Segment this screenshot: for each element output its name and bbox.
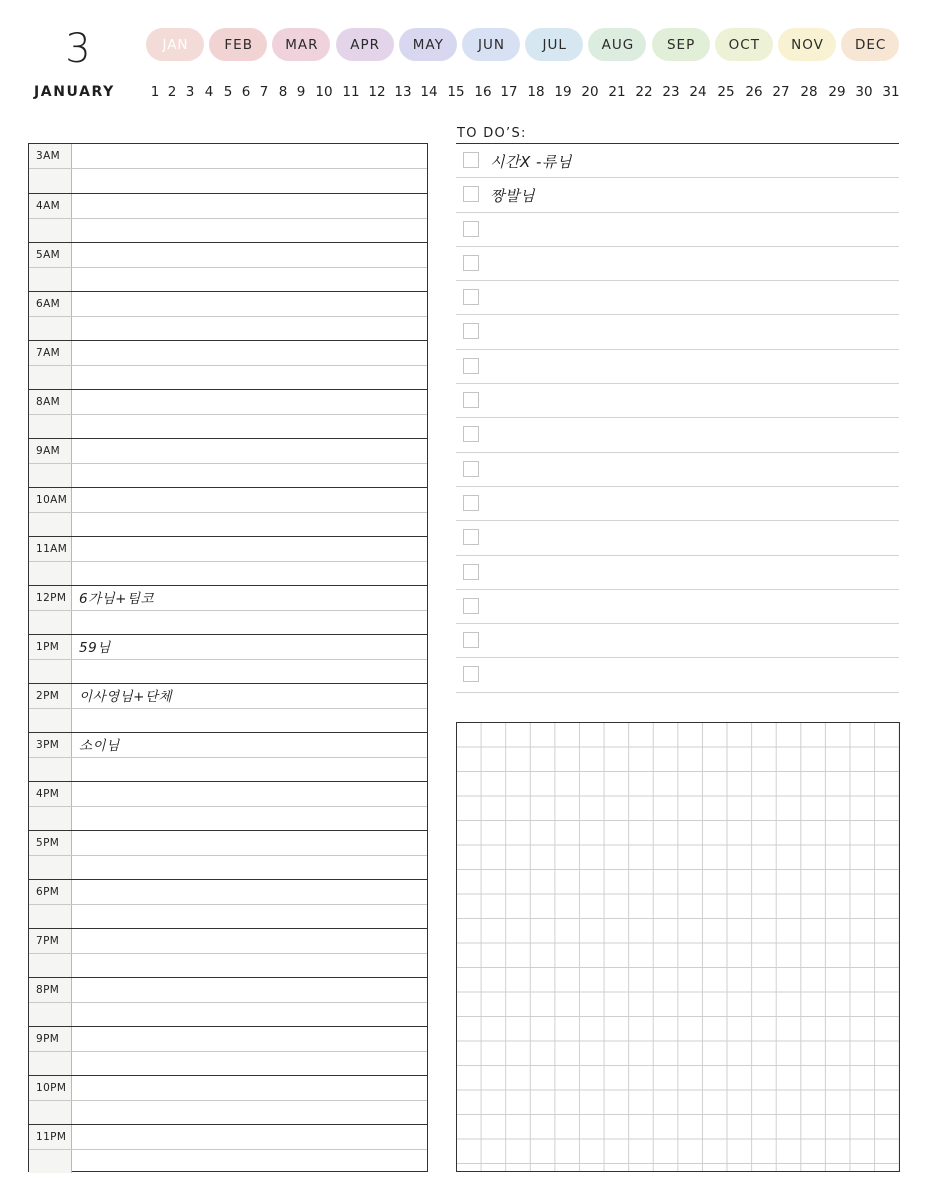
day-25[interactable]: 25 — [717, 84, 735, 100]
month-tab-feb[interactable]: FEB — [209, 28, 267, 61]
todo-item[interactable] — [456, 487, 899, 521]
hourly-schedule — [28, 143, 428, 1172]
day-4[interactable]: 4 — [204, 84, 214, 100]
hour-slot[interactable] — [29, 193, 427, 242]
hour-slot[interactable] — [29, 879, 427, 928]
half-hour-divider — [29, 610, 427, 611]
month-tab-nov[interactable]: NOV — [778, 28, 836, 61]
day-17[interactable]: 17 — [500, 84, 518, 100]
hour-label: 11AM — [36, 543, 68, 555]
todo-item[interactable] — [456, 213, 899, 247]
todo-checkbox[interactable] — [463, 529, 479, 545]
month-tab-jun[interactable]: JUN — [462, 28, 520, 61]
hour-label: 10AM — [36, 494, 68, 506]
hour-slot[interactable] — [29, 438, 427, 487]
todo-item[interactable] — [456, 384, 899, 418]
day-16[interactable]: 16 — [474, 84, 492, 100]
day-10[interactable]: 10 — [315, 84, 333, 100]
month-tab-jan[interactable]: JAN — [146, 28, 204, 61]
half-hour-divider — [29, 659, 427, 660]
todo-checkbox[interactable] — [463, 152, 479, 168]
day-23[interactable]: 23 — [662, 84, 680, 100]
hour-slot[interactable] — [29, 781, 427, 830]
half-hour-divider — [29, 316, 427, 317]
grid-notes-area[interactable] — [456, 722, 900, 1172]
day-5[interactable]: 5 — [223, 84, 233, 100]
half-hour-divider — [29, 708, 427, 709]
hour-label: 7AM — [36, 347, 61, 359]
day-27[interactable]: 27 — [772, 84, 790, 100]
todo-item[interactable] — [456, 658, 899, 692]
day-3[interactable]: 3 — [185, 84, 195, 100]
todo-checkbox[interactable] — [463, 666, 479, 682]
todo-item[interactable] — [456, 453, 899, 487]
half-hour-divider — [29, 953, 427, 954]
day-30[interactable]: 30 — [855, 84, 873, 100]
todo-checkbox[interactable] — [463, 221, 479, 237]
todo-checkbox[interactable] — [463, 426, 479, 442]
hour-slot[interactable] — [29, 340, 427, 389]
hour-label: 4AM — [36, 200, 61, 212]
todo-item[interactable] — [456, 624, 899, 658]
day-9[interactable]: 9 — [296, 84, 306, 100]
todo-text: 시간X -류님 — [490, 153, 572, 171]
hour-label: 5PM — [36, 837, 60, 849]
todo-item[interactable] — [456, 247, 899, 281]
month-tab-oct[interactable]: OCT — [715, 28, 773, 61]
hour-label: 3AM — [36, 150, 61, 162]
todo-text: 짱발님 — [490, 187, 535, 206]
hour-slot[interactable] — [29, 1124, 427, 1173]
hour-label: 9AM — [36, 445, 61, 457]
hour-slot[interactable] — [29, 928, 427, 977]
hour-label: 6AM — [36, 298, 61, 310]
hour-note: 이사영님+단체 — [79, 689, 173, 705]
half-hour-divider — [29, 267, 427, 268]
half-hour-divider — [29, 168, 427, 169]
hour-slot[interactable] — [29, 1026, 427, 1075]
hour-label: 11PM — [36, 1131, 67, 1143]
hour-note: 소이님 — [79, 738, 120, 754]
day-selector — [140, 84, 910, 104]
hour-label: 12PM — [36, 592, 67, 604]
month-tab-apr[interactable]: APR — [336, 28, 394, 61]
todo-checkbox[interactable] — [463, 564, 479, 580]
hour-label: 8PM — [36, 984, 60, 996]
todo-checkbox[interactable] — [463, 495, 479, 511]
hour-label: 7PM — [36, 935, 60, 947]
todo-checkbox[interactable] — [463, 632, 479, 648]
hour-slot[interactable] — [29, 1075, 427, 1124]
day-20[interactable]: 20 — [581, 84, 599, 100]
day-26[interactable]: 26 — [745, 84, 763, 100]
month-tab-may[interactable]: MAY — [399, 28, 457, 61]
day-28[interactable]: 28 — [800, 84, 818, 100]
todo-checkbox[interactable] — [463, 358, 479, 374]
day-19[interactable]: 19 — [554, 84, 572, 100]
hour-label: 8AM — [36, 396, 61, 408]
todo-checkbox[interactable] — [463, 186, 479, 202]
half-hour-divider — [29, 365, 427, 366]
day-31[interactable]: 31 — [882, 84, 900, 100]
half-hour-divider — [29, 218, 427, 219]
month-tab-sep[interactable]: SEP — [652, 28, 710, 61]
hour-label: 9PM — [36, 1033, 60, 1045]
todo-item[interactable] — [456, 178, 899, 212]
todo-list — [456, 144, 899, 693]
hour-note: 59님 — [79, 640, 111, 656]
hour-slot[interactable] — [29, 291, 427, 340]
month-tab-aug[interactable]: AUG — [588, 28, 646, 61]
day-1[interactable]: 1 — [150, 84, 160, 100]
todo-item[interactable] — [456, 144, 899, 178]
day-14[interactable]: 14 — [420, 84, 438, 100]
todo-checkbox[interactable] — [463, 323, 479, 339]
day-24[interactable]: 24 — [689, 84, 707, 100]
half-hour-divider — [29, 512, 427, 513]
todo-item[interactable] — [456, 281, 899, 315]
todo-item[interactable] — [456, 590, 899, 624]
day-11[interactable]: 11 — [342, 84, 360, 100]
day-6[interactable]: 6 — [241, 84, 251, 100]
month-tab-jul[interactable]: JUL — [525, 28, 583, 61]
day-15[interactable]: 15 — [447, 84, 465, 100]
day-21[interactable]: 21 — [608, 84, 626, 100]
day-22[interactable]: 22 — [635, 84, 653, 100]
half-hour-divider — [29, 1051, 427, 1052]
todo-item[interactable] — [456, 418, 899, 452]
todo-item[interactable] — [456, 315, 899, 349]
half-hour-divider — [29, 463, 427, 464]
hour-note: 6가님+팀코 — [79, 591, 155, 607]
day-7[interactable]: 7 — [259, 84, 269, 100]
half-hour-divider — [29, 561, 427, 562]
hour-slot[interactable] — [29, 683, 427, 732]
half-hour-divider — [29, 757, 427, 758]
day-29[interactable]: 29 — [828, 84, 846, 100]
day-number: 3 — [65, 26, 91, 72]
hour-label: 3PM — [36, 739, 60, 751]
hour-slot[interactable] — [29, 585, 427, 634]
day-18[interactable]: 18 — [527, 84, 545, 100]
month-tab-mar[interactable]: MAR — [272, 28, 330, 61]
hour-slot[interactable] — [29, 830, 427, 879]
half-hour-divider — [29, 414, 427, 415]
half-hour-divider — [29, 1100, 427, 1101]
hour-label: 5AM — [36, 249, 61, 261]
half-hour-divider — [29, 904, 427, 905]
todo-checkbox[interactable] — [463, 392, 479, 408]
hour-slot[interactable] — [29, 536, 427, 585]
day-13[interactable]: 13 — [394, 84, 412, 100]
half-hour-divider — [29, 855, 427, 856]
month-name: JANUARY — [34, 84, 115, 100]
hour-slot[interactable] — [29, 977, 427, 1026]
day-8[interactable]: 8 — [278, 84, 288, 100]
todo-title: TO DO’S: — [457, 126, 527, 141]
hour-slot[interactable] — [29, 487, 427, 536]
hour-label: 6PM — [36, 886, 60, 898]
hour-slot[interactable] — [29, 732, 427, 781]
day-2[interactable]: 2 — [167, 84, 177, 100]
half-hour-divider — [29, 1149, 427, 1150]
month-tab-dec[interactable]: DEC — [841, 28, 899, 61]
todo-checkbox[interactable] — [463, 598, 479, 614]
month-tabs — [146, 28, 901, 61]
hour-label: 1PM — [36, 641, 60, 653]
todo-checkbox[interactable] — [463, 255, 479, 271]
hour-label: 2PM — [36, 690, 60, 702]
todo-item[interactable] — [456, 556, 899, 590]
hour-label: 4PM — [36, 788, 60, 800]
todo-item[interactable] — [456, 521, 899, 555]
hour-label: 10PM — [36, 1082, 67, 1094]
todo-checkbox[interactable] — [463, 289, 479, 305]
hour-slot[interactable] — [29, 242, 427, 291]
todo-checkbox[interactable] — [463, 461, 479, 477]
half-hour-divider — [29, 1002, 427, 1003]
todo-item[interactable] — [456, 350, 899, 384]
day-12[interactable]: 12 — [368, 84, 386, 100]
hour-slot[interactable] — [29, 144, 427, 193]
half-hour-divider — [29, 806, 427, 807]
hour-slot[interactable] — [29, 389, 427, 438]
hour-slot[interactable] — [29, 634, 427, 683]
